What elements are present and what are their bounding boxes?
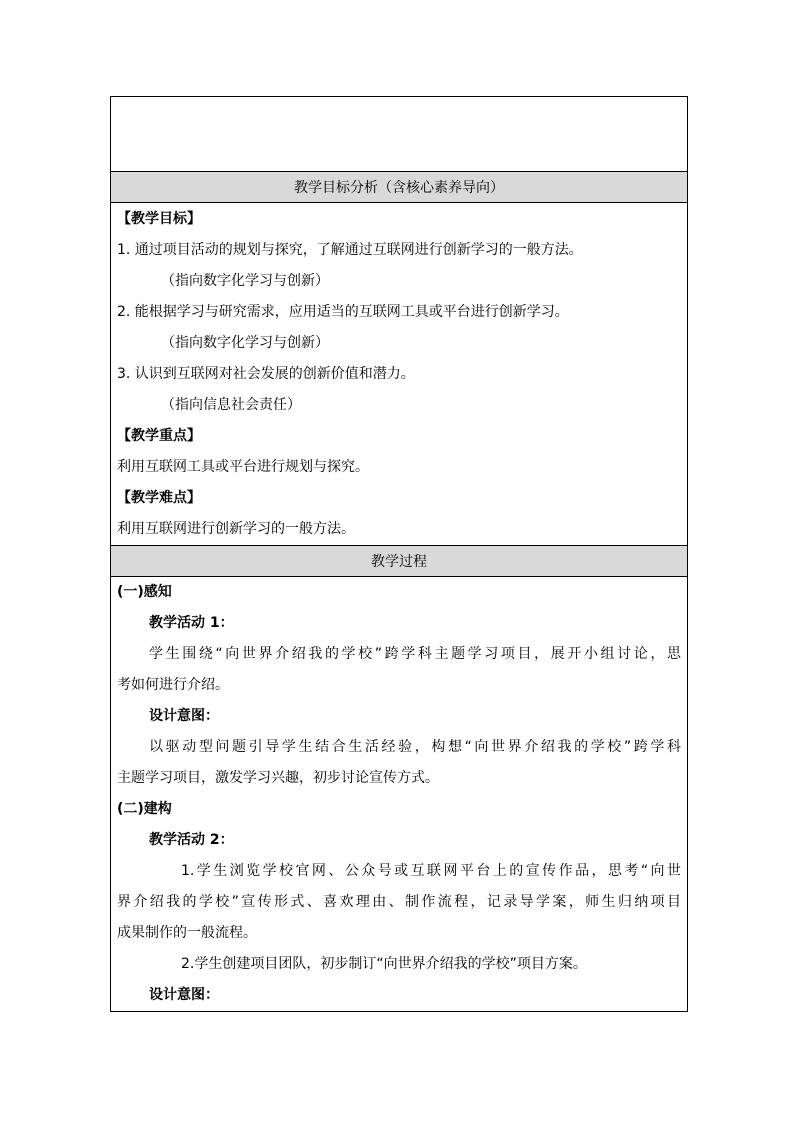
part2-title: (二)建构 <box>117 801 172 817</box>
design1-title: 设计意图： <box>149 708 219 724</box>
activity2-line-1: 1.学生浏览学校官网、公众号或互联网平台上的宣传作品，思考“向世 <box>181 863 681 879</box>
process-section-header <box>111 546 687 577</box>
activity2-line-3: 成果制作的一般流程。 <box>117 925 257 941</box>
objective-3-note: （指向信息社会责任） <box>161 397 301 413</box>
difficulty-title: 【教学难点】 <box>117 490 201 506</box>
objective-2-note: （指向数字化学习与创新） <box>161 335 329 351</box>
activity2-line-4: 2.学生创建项目团队，初步制订“向世界介绍我的学校”项目方案。 <box>181 956 587 972</box>
activity1-line-2: 考如何进行介绍。 <box>117 677 229 693</box>
design2-title: 设计意图： <box>149 987 219 1003</box>
objectives-section-body <box>111 203 687 546</box>
empty-top-row <box>111 97 687 172</box>
design1-line-2: 主题学习项目，激发学习兴趣，初步讨论宣传方式。 <box>117 770 439 786</box>
difficulty-text: 利用互联网进行创新学习的一般方法。 <box>117 521 355 537</box>
activity1-line-1: 学生围绕“向世界介绍我的学校”跨学科主题学习项目，展开小组讨论，思 <box>149 646 681 662</box>
activity2-line-2: 界介绍我的学校”宣传形式、喜欢理由、制作流程，记录导学案，师生归纳项目 <box>117 894 681 910</box>
activity2-title: 教学活动 2： <box>149 832 234 848</box>
process-header-text: 教学过程 <box>371 554 427 570</box>
objective-3: 3. 认识到互联网对社会发展的创新价值和潜力。 <box>117 366 415 382</box>
objectives-header-text: 教学目标分析（含核心素养导向） <box>294 180 504 196</box>
objectives-section-header <box>111 172 687 203</box>
objectives-title: 【教学目标】 <box>117 211 201 227</box>
activity1-title: 教学活动 1： <box>149 615 234 631</box>
objective-2: 2. 能根据学习与研究需求，应用适当的互联网工具或平台进行创新学习。 <box>117 304 569 320</box>
key-points-text: 利用互联网工具或平台进行规划与探究。 <box>117 459 369 475</box>
objective-1: 1. 通过项目活动的规划与探究，了解通过互联网进行创新学习的一般方法。 <box>117 242 583 258</box>
process-section-body <box>111 577 687 1011</box>
lesson-plan-table <box>110 96 688 1012</box>
design1-line-1: 以驱动型问题引导学生结合生活经验，构想“向世界介绍我的学校”跨学科 <box>149 739 681 755</box>
key-points-title: 【教学重点】 <box>117 428 201 444</box>
objective-1-note: （指向数字化学习与创新） <box>161 273 329 289</box>
part1-title: (一)感知 <box>117 584 172 600</box>
